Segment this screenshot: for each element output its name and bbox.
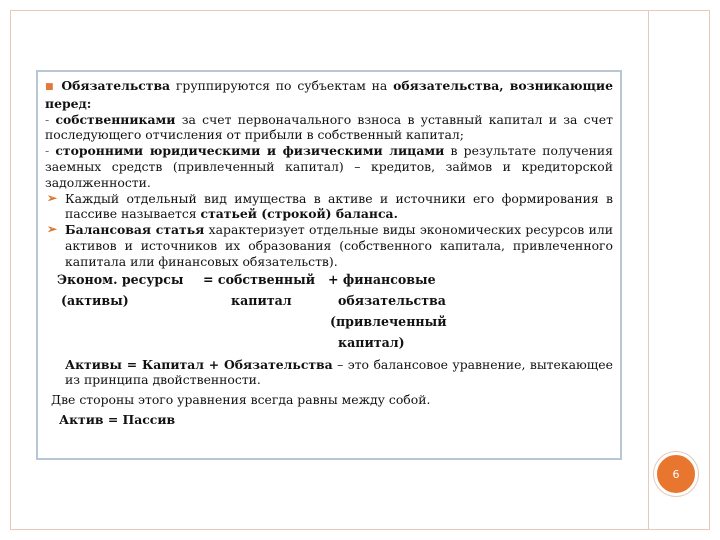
text-third-parties: в результате получения заемных средств (привлеченный капитал) – кредитов, займов и кредиторской задолженности. (45, 143, 613, 190)
eq-borrowed-capital: капитал) (338, 334, 405, 350)
term-balance-line: Балансовая статья (65, 222, 205, 238)
eq-obligations: обязательства (338, 292, 446, 308)
paragraph-third-parties (45, 143, 613, 190)
square-bullet-icon: ■ (45, 82, 56, 92)
page-number-badge (654, 452, 698, 496)
dash-marker: - (45, 143, 50, 159)
term-owners: собственниками (55, 111, 176, 127)
paragraph-balance-equation (45, 357, 613, 389)
paragraph-owners (45, 112, 613, 144)
arrow-bullet-icon: ➢ (47, 222, 58, 237)
text-owners: за счет первоначального взноса в уставный капитал и за счет последующего отчисления от прибыли в собственный капитал; (45, 111, 613, 143)
equation-row-3 (45, 312, 613, 333)
page-number: 6 (672, 467, 680, 481)
text-balance-equation: – это балансовое уравнение, вытекающее из принципа двойственности. (65, 356, 613, 388)
term-obligations: Обязательства (61, 78, 171, 93)
eq-own-capital: = собственный (203, 271, 316, 287)
arrow-item-balance-article (45, 191, 613, 223)
slide-vertical-divider (648, 10, 649, 530)
text-balance-line: характеризует отдельные виды экономических ресурсов или активов и источников их образования (собственного капитала, привлеченного капитала или финансовых обязательств). (65, 222, 613, 269)
eq-capital: капитал (231, 292, 292, 308)
text-grouped: группируются по субъектам на (170, 78, 394, 93)
equation-row-2 (45, 291, 613, 312)
term-third-parties: сторонними юридическими и физическими лицами (55, 143, 445, 159)
paragraph-obligations (45, 78, 613, 112)
term-balance-article: статьей (строкой) баланса. (200, 206, 398, 222)
eq-assets: (активы) (61, 292, 129, 308)
slide-text (45, 78, 613, 428)
eq-financial: + финансовые (328, 271, 436, 287)
final-equation: Актив = Пассив (59, 411, 176, 427)
equation-row-1 (45, 270, 613, 291)
eq-econ-resources: Эконом. ресурсы (57, 271, 184, 287)
term-balance-equation: Активы = Капитал + Обязательства (65, 356, 333, 372)
term-obligations-before: обязательства, возникающие перед: (45, 78, 613, 111)
text-article: Каждый отдельный вид имущества в активе и источники его формирования в пассиве называется (65, 190, 613, 222)
arrow-item-balance-line (45, 222, 613, 269)
eq-borrowed: (привлеченный (330, 313, 447, 329)
paragraph-two-sides: Две стороны этого уравнения всегда равны между собой. (51, 392, 431, 408)
dash-marker: - (45, 111, 50, 127)
equation-row-4 (45, 333, 613, 354)
arrow-bullet-icon: ➢ (47, 190, 58, 205)
